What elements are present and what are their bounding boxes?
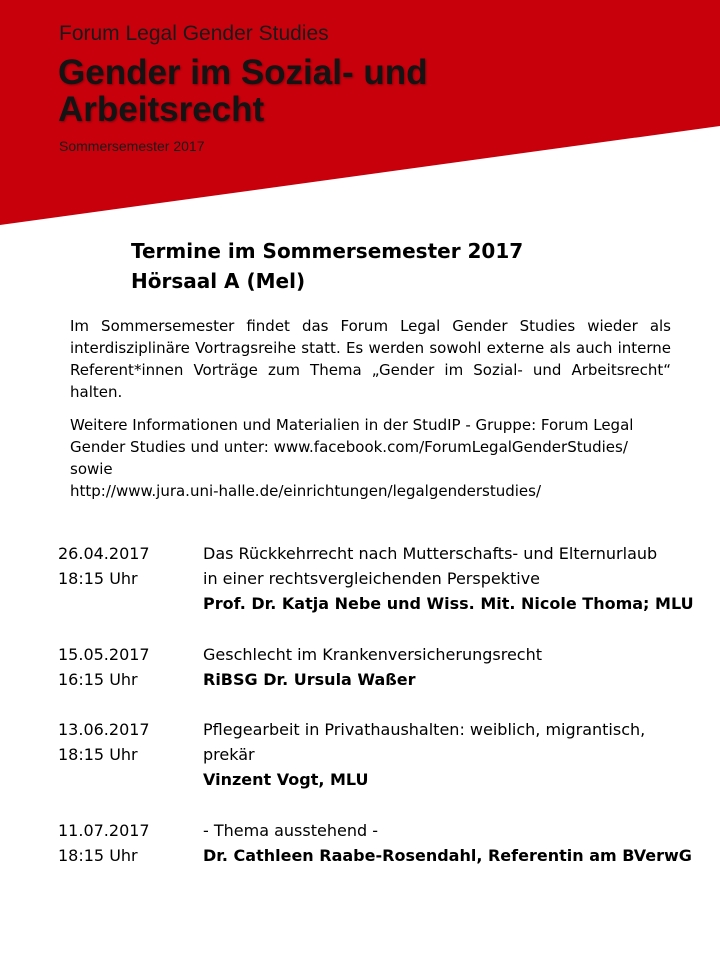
- event-title: Pflegearbeit in Privathaushalten: weiblich, migrantisch,: [203, 720, 646, 739]
- organization-name: Forum Legal Gender Studies: [59, 22, 329, 45]
- schedule-heading-line1: Termine im Sommersemester 2017: [131, 239, 524, 263]
- event-time: 18:15 Uhr: [58, 569, 138, 588]
- schedule-heading: [131, 236, 523, 296]
- event-time: 18:15 Uhr: [58, 745, 138, 764]
- event-title: in einer rechtsvergleichenden Perspektive: [203, 569, 541, 588]
- event-details: [203, 642, 698, 692]
- schedule-heading-location: Hörsaal A (Mel): [131, 269, 306, 293]
- info-line: sowie: [70, 460, 113, 478]
- info-line: Gender Studies und unter: www.facebook.com/ForumLegalGenderStudies/: [70, 438, 628, 456]
- info-paragraph: [70, 414, 671, 502]
- event-date: 26.04.2017: [58, 544, 150, 563]
- semester-label: Sommersemester 2017: [59, 138, 205, 154]
- info-link: http://www.jura.uni-halle.de/einrichtungen/legalgenderstudies/: [70, 482, 542, 500]
- info-line: Weitere Informationen und Materialien in der StudIP - Gruppe: Forum Legal: [70, 416, 634, 434]
- event-time: 16:15 Uhr: [58, 670, 138, 689]
- event-details: [203, 818, 698, 868]
- event-title: Das Rückkehrrecht nach Mutterschafts- und Elternurlaub: [203, 544, 658, 563]
- event-speaker: Dr. Cathleen Raabe-Rosendahl, Referentin am BVerwG: [203, 846, 692, 865]
- event-date: 13.06.2017: [58, 720, 150, 739]
- event-details: [203, 541, 698, 616]
- event-details: [203, 717, 698, 792]
- event-datetime: [58, 642, 198, 692]
- event-datetime: [58, 818, 198, 868]
- event-datetime: [58, 717, 198, 767]
- poster-title: Gender im Sozial- und Arbeitsrecht: [58, 53, 428, 129]
- event-title: Geschlecht im Krankenversicherungsrecht: [203, 645, 542, 664]
- event-date: 15.05.2017: [58, 645, 150, 664]
- event-speaker: Prof. Dr. Katja Nebe und Wiss. Mit. Nicole Thoma; MLU: [203, 594, 694, 613]
- event-speaker: RiBSG Dr. Ursula Waßer: [203, 670, 416, 689]
- event-date: 11.07.2017: [58, 821, 150, 840]
- event-time: 18:15 Uhr: [58, 846, 138, 865]
- event-title: prekär: [203, 745, 255, 764]
- intro-paragraph: Im Sommersemester findet das Forum Legal Gender Studies wieder als interdisziplinäre Vortragsreihe statt. Es werden sowohl externe als auch interne Referent*innen Vorträge zum Thema „Gender im Sozial- und Arbeitsrecht“ halten.: [70, 317, 671, 401]
- event-datetime: [58, 541, 198, 591]
- event-title: - Thema ausstehend -: [203, 821, 378, 840]
- event-speaker: Vinzent Vogt, MLU: [203, 770, 369, 789]
